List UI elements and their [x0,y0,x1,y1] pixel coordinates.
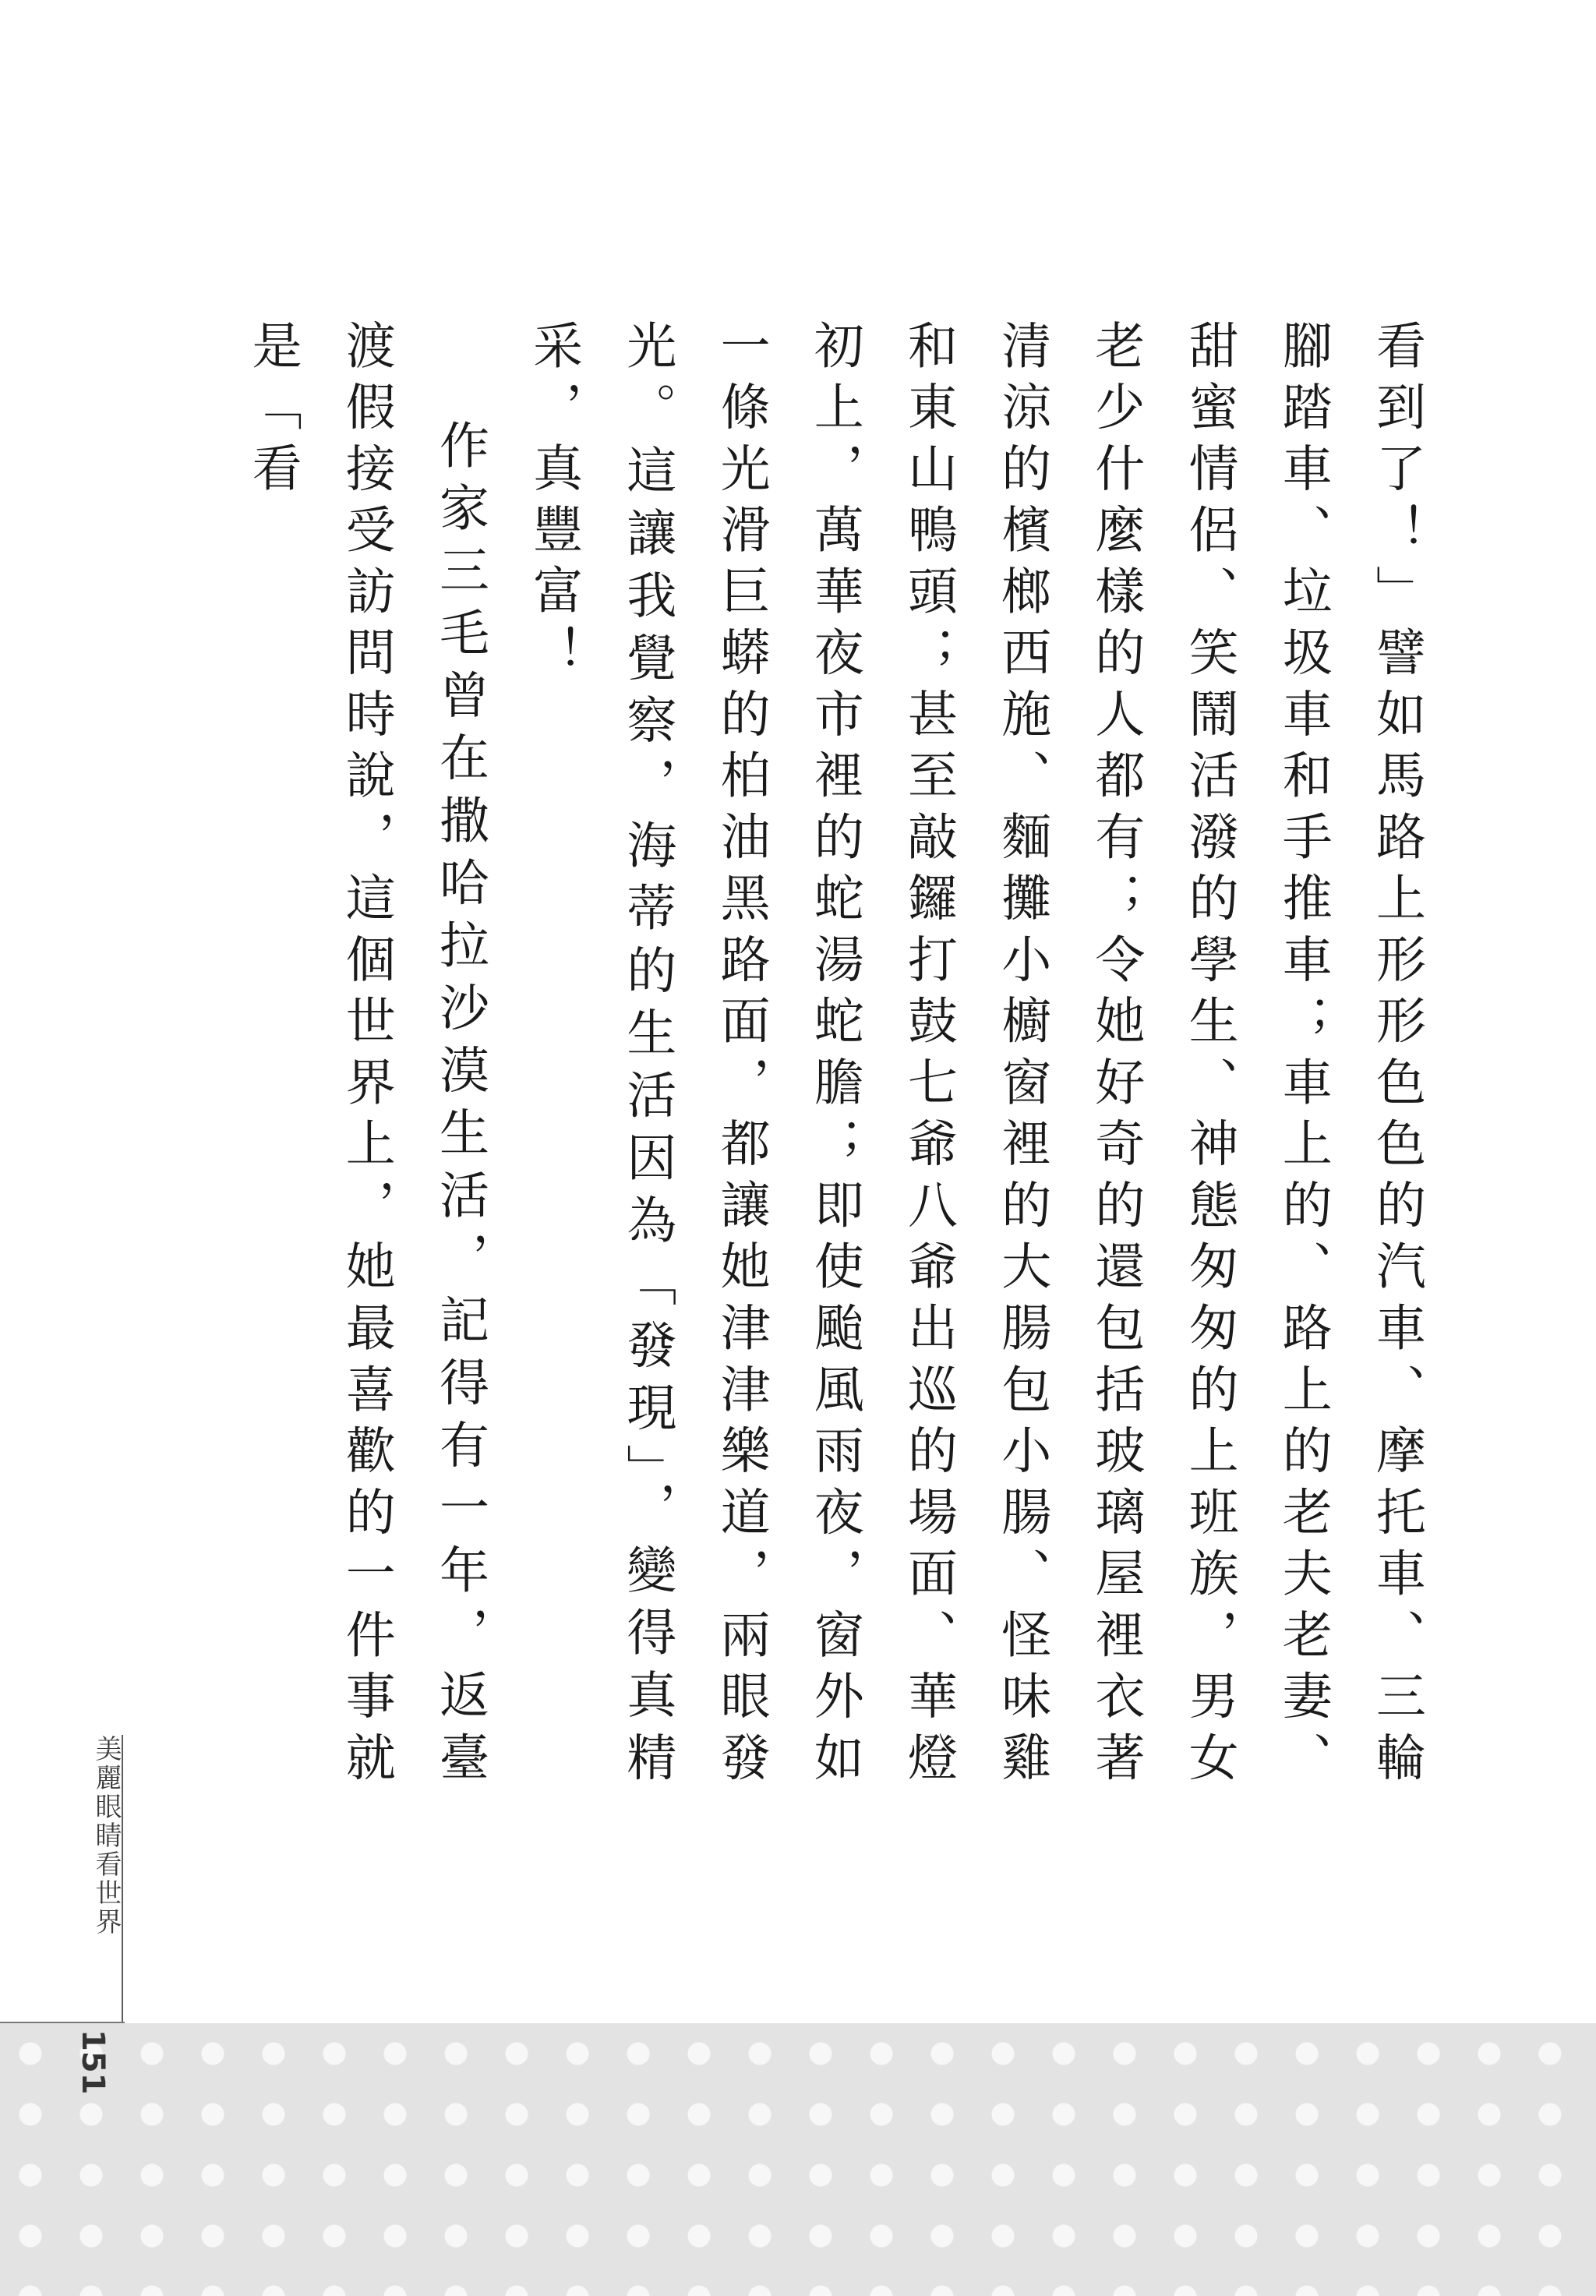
paragraph-1: 看到了！」譬如馬路上形形色色的汽車、摩托車、三輪腳踏車、垃圾車和手推車；車上的、路上的老夫老妻、甜蜜情侶、笑鬧活潑的學生、神態匆匆的上班族，男女老少什麼樣的人都有；令她好奇的還包括玻璃屋裡衣著清涼的檳榔西施、麵攤小櫥窗裡的大腸包小腸、怪味雞和東山鴨頭；甚至敲鑼打鼓七爺八爺出巡的場面、華燈初上，萬華夜市裡的蛇湯蛇膽；即使颱風雨夜，窗外如一條光滑巨蟒的柏油黑路面，都讓她津津樂道，兩眼發光。這讓我覺察，海蒂的生活因為「發現」，變得真精采，真豐富！ [524,320,1425,1793]
page-number: 151 [75,2029,111,2095]
paragraph-2: 作家三毛曾在撒哈拉沙漠生活，記得有一年，返臺渡假接受訪問時說，這個世界上，她最喜歡的一件事就是「看 [243,320,489,1793]
running-title: 美麗眼睛看世界 [90,1735,122,1937]
footer-dot-pattern [0,2023,1596,2296]
body-text [225,320,1443,1793]
